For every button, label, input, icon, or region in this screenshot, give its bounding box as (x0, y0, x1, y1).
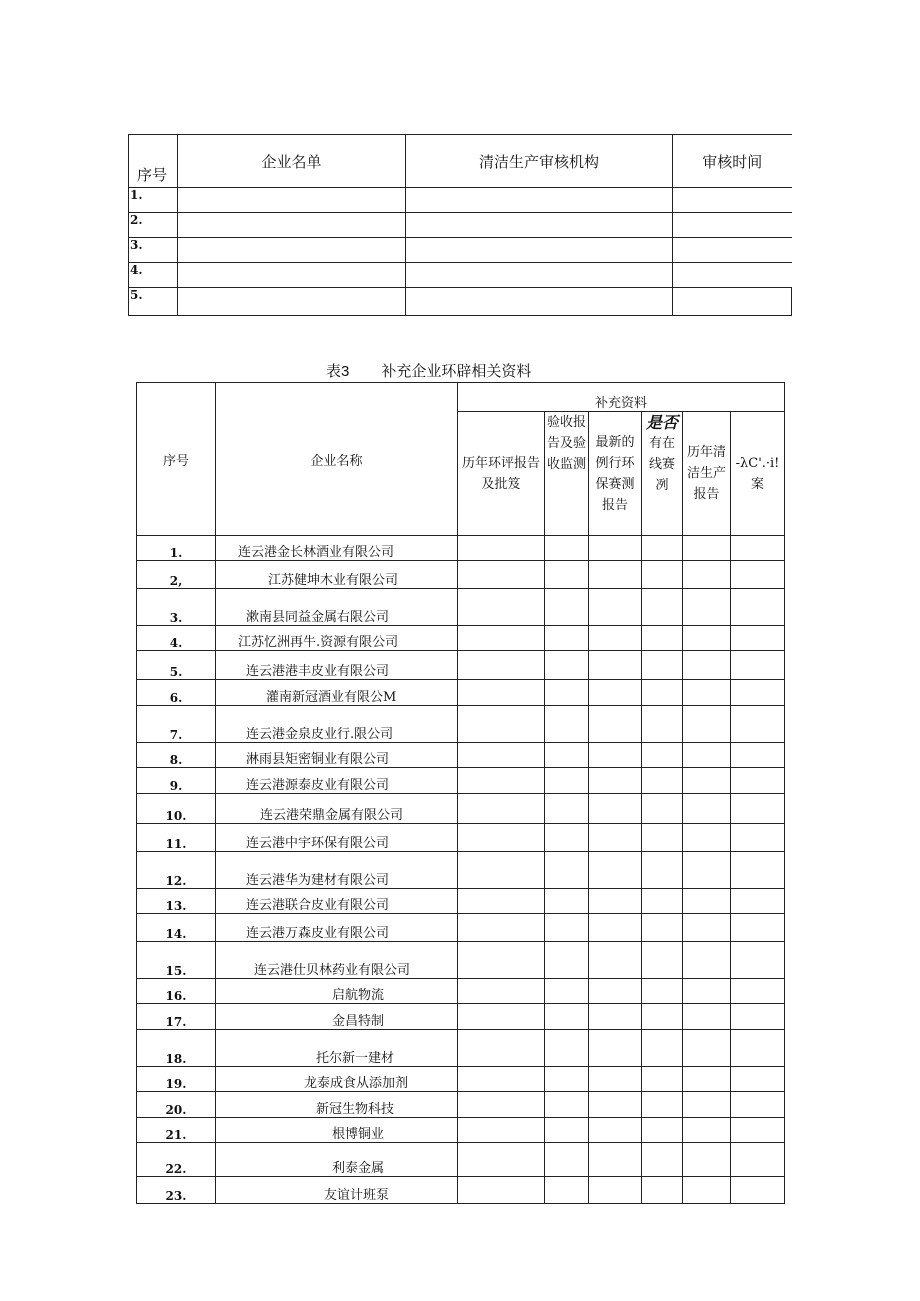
table-row (137, 743, 785, 768)
sub-header-line: 历年环评报告 (461, 455, 540, 471)
company-name: 根博铜业 (216, 1118, 458, 1143)
company-name: 利泰金属 (216, 1143, 458, 1177)
sub-header-2 (545, 412, 589, 536)
row-number: 17. (137, 1004, 216, 1030)
company-name: 漱南县同益金属右限公司 (216, 589, 458, 626)
empty-cell (642, 768, 683, 794)
empty-cell (589, 680, 642, 706)
empty-cell (731, 651, 785, 680)
row-number: 16. (137, 979, 216, 1004)
sub-header-4 (642, 412, 683, 536)
empty-cell (545, 1067, 589, 1092)
empty-cell (731, 589, 785, 626)
empty-cell (683, 706, 731, 743)
empty-cell (642, 1177, 683, 1204)
empty-cell (642, 651, 683, 680)
empty-cell (642, 794, 683, 824)
table-row (137, 824, 785, 852)
company-name: 连云港港丰皮业有限公司 (216, 651, 458, 680)
row-number: 3. (129, 238, 178, 263)
empty-cell (642, 1143, 683, 1177)
empty-cell (642, 979, 683, 1004)
row-number: 13. (137, 889, 216, 914)
empty-cell (642, 561, 683, 589)
empty-cell (589, 824, 642, 852)
empty-cell (545, 1004, 589, 1030)
supplement-table (136, 382, 785, 1204)
table-row (137, 1092, 785, 1118)
table-row (129, 288, 792, 316)
empty-cell (731, 680, 785, 706)
header-supplement-group: 补充资料 (458, 383, 785, 412)
empty-cell (545, 1143, 589, 1177)
empty-cell (589, 1143, 642, 1177)
empty-cell (589, 536, 642, 561)
audit-table (128, 134, 792, 316)
empty-cell (589, 706, 642, 743)
empty-cell (642, 852, 683, 889)
sub-header-line: 是否 (645, 413, 678, 432)
empty-cell (683, 889, 731, 914)
empty-cell (683, 768, 731, 794)
header-seq: 序号 (129, 135, 178, 188)
company-name: 江苏健坤木业有限公司 (216, 561, 458, 589)
empty-cell (458, 561, 545, 589)
table-row (137, 1030, 785, 1067)
table-row (137, 1004, 785, 1030)
sub-header-1 (458, 412, 545, 536)
empty-cell (545, 1092, 589, 1118)
table-row (137, 1118, 785, 1143)
sub-header-line: 例行环 (595, 455, 635, 471)
empty-cell (642, 743, 683, 768)
row-number: 19. (137, 1067, 216, 1092)
empty-cell (589, 979, 642, 1004)
empty-cell (642, 914, 683, 942)
company-name: 连云港万森皮业有限公司 (216, 914, 458, 942)
row-number: 5. (137, 651, 216, 680)
table-row (137, 1143, 785, 1177)
empty-cell (545, 889, 589, 914)
empty-cell (589, 889, 642, 914)
table-caption (326, 360, 531, 381)
row-number: 8. (137, 743, 216, 768)
company-name: 淋雨县矩密铜业有限公司 (216, 743, 458, 768)
empty-cell (683, 794, 731, 824)
empty-cell (683, 651, 731, 680)
empty-cell (458, 1030, 545, 1067)
empty-cell (545, 914, 589, 942)
header-company-name: 企业名称 (216, 383, 458, 536)
caption-title: 补充企业环辟相关资料 (381, 363, 532, 380)
empty-cell (642, 1092, 683, 1118)
empty-cell (589, 589, 642, 626)
row-number: 5. (129, 288, 178, 316)
empty-cell (589, 651, 642, 680)
empty-cell (642, 1030, 683, 1067)
caption-label: 表3 (326, 363, 350, 380)
table-row (129, 213, 792, 238)
empty-cell (545, 979, 589, 1004)
company-name: 龙泰成食从添加剂 (216, 1067, 458, 1092)
empty-cell (458, 1004, 545, 1030)
table-row (137, 651, 785, 680)
empty-cell (545, 794, 589, 824)
company-name: 连云港中宇环保有限公司 (216, 824, 458, 852)
row-number: 10. (137, 794, 216, 824)
sub-header-line: 验收报 (547, 415, 587, 430)
table-row (137, 1067, 785, 1092)
sub-header-3 (589, 412, 642, 536)
empty-cell (731, 979, 785, 1004)
row-number: 4. (137, 626, 216, 651)
empty-cell (458, 626, 545, 651)
sub-header-line: 收监测 (547, 457, 587, 472)
company-name: 灌南新冠酒业有限公M (216, 680, 458, 706)
empty-cell (545, 1030, 589, 1067)
empty-cell (545, 852, 589, 889)
empty-cell (642, 626, 683, 651)
company-name: 连云港金泉皮业行.限公司 (216, 706, 458, 743)
empty-cell (589, 1067, 642, 1092)
company-name: 连云港联合皮业有限公司 (216, 889, 458, 914)
empty-cell (589, 626, 642, 651)
empty-cell (458, 942, 545, 979)
empty-cell (589, 743, 642, 768)
empty-cell (545, 1118, 589, 1143)
row-number: 18. (137, 1030, 216, 1067)
empty-cell (683, 1092, 731, 1118)
empty-cell (683, 561, 731, 589)
company-name: 金昌特制 (216, 1004, 458, 1030)
sub-header-line: 及批笈 (481, 476, 521, 492)
empty-cell (683, 1067, 731, 1092)
empty-cell (731, 794, 785, 824)
table-row (137, 768, 785, 794)
empty-cell (683, 914, 731, 942)
sub-header-line: 洁生产 (686, 466, 726, 481)
company-name: 新冠生物科技 (216, 1092, 458, 1118)
empty-cell (589, 914, 642, 942)
company-name: 连云港仕贝林药业有限公司 (216, 942, 458, 979)
table-row (137, 1177, 785, 1204)
row-number: 4. (129, 263, 178, 288)
company-name: 连云港源泰皮业有限公司 (216, 768, 458, 794)
empty-cell (731, 536, 785, 561)
row-number: 2, (137, 561, 216, 589)
sub-header-5 (683, 412, 731, 536)
sub-header-line: -λC'.·i! (735, 455, 780, 471)
row-number: 11. (137, 824, 216, 852)
empty-cell (731, 706, 785, 743)
empty-cell (545, 589, 589, 626)
sub-header-line: 冽 (655, 478, 669, 493)
table-row (137, 536, 785, 561)
empty-cell (545, 680, 589, 706)
sub-header-line: 最新的 (595, 434, 635, 450)
empty-cell (458, 889, 545, 914)
empty-cell (731, 1143, 785, 1177)
empty-cell (458, 979, 545, 1004)
empty-cell (642, 889, 683, 914)
empty-cell (545, 942, 589, 979)
sub-header-line: 保赛测 (595, 476, 635, 492)
sub-header-line: 告及验 (547, 436, 587, 451)
empty-cell (458, 1118, 545, 1143)
sub-header-line: 报告 (601, 497, 628, 513)
empty-cell (545, 561, 589, 589)
sub-header-line: 有在 (648, 436, 675, 451)
table-row (137, 794, 785, 824)
empty-cell (731, 942, 785, 979)
table-row (137, 561, 785, 589)
empty-cell (731, 626, 785, 651)
table-row (137, 852, 785, 889)
empty-cell (731, 1177, 785, 1204)
supplement-table-body (137, 536, 785, 1204)
empty-cell (642, 706, 683, 743)
empty-cell (642, 1067, 683, 1092)
sub-header-line: 报告 (693, 487, 720, 502)
row-number: 15. (137, 942, 216, 979)
empty-cell (589, 1118, 642, 1143)
empty-cell (458, 651, 545, 680)
empty-cell (683, 1118, 731, 1143)
table-row (137, 914, 785, 942)
empty-cell (683, 1004, 731, 1030)
empty-cell (545, 768, 589, 794)
table-row (129, 238, 792, 263)
empty-cell (589, 1030, 642, 1067)
empty-cell (545, 1177, 589, 1204)
empty-cell (458, 1067, 545, 1092)
empty-cell (642, 824, 683, 852)
sub-header-line: 历年清 (686, 445, 726, 460)
empty-cell (458, 1143, 545, 1177)
sub-header-line: 线赛 (648, 457, 675, 472)
header-audit-time: 审核时间 (673, 135, 792, 188)
empty-cell (589, 561, 642, 589)
empty-cell (545, 706, 589, 743)
empty-cell (731, 743, 785, 768)
empty-cell (589, 1092, 642, 1118)
company-name: 友谊计班泵 (216, 1177, 458, 1204)
table-row (129, 188, 792, 213)
row-number: 23. (137, 1177, 216, 1204)
row-number: 3. (137, 589, 216, 626)
row-number: 12. (137, 852, 216, 889)
empty-cell (731, 889, 785, 914)
company-name: 连云港华为建材有限公司 (216, 852, 458, 889)
empty-cell (683, 1143, 731, 1177)
empty-cell (731, 561, 785, 589)
row-number: 2. (129, 213, 178, 238)
table-row (137, 680, 785, 706)
sub-header-line: 案 (751, 476, 765, 492)
company-name: 连云港荣鼎金属有限公司 (216, 794, 458, 824)
table-row (137, 889, 785, 914)
empty-cell (458, 914, 545, 942)
empty-cell (458, 536, 545, 561)
empty-cell (545, 651, 589, 680)
row-number: 1. (137, 536, 216, 561)
empty-cell (589, 768, 642, 794)
table-row (137, 942, 785, 979)
empty-cell (683, 824, 731, 852)
empty-cell (642, 942, 683, 979)
empty-cell (731, 824, 785, 852)
empty-cell (731, 1067, 785, 1092)
empty-cell (731, 914, 785, 942)
empty-cell (683, 979, 731, 1004)
table-row (137, 626, 785, 651)
row-number: 7. (137, 706, 216, 743)
row-number: 6. (137, 680, 216, 706)
empty-cell (731, 1118, 785, 1143)
table-row (129, 263, 792, 288)
empty-cell (458, 743, 545, 768)
row-number: 1. (129, 188, 178, 213)
row-number: 22. (137, 1143, 216, 1177)
empty-cell (589, 852, 642, 889)
empty-cell (589, 1004, 642, 1030)
company-name: 连云港金长林酒业有限公司 (216, 536, 458, 561)
empty-cell (545, 626, 589, 651)
empty-cell (642, 680, 683, 706)
empty-cell (458, 794, 545, 824)
empty-cell (458, 1092, 545, 1118)
empty-cell (589, 942, 642, 979)
table-row (137, 589, 785, 626)
empty-cell (683, 852, 731, 889)
empty-cell (642, 1004, 683, 1030)
audit-table-header (129, 135, 792, 188)
empty-cell (731, 1092, 785, 1118)
company-name: 启航物流 (216, 979, 458, 1004)
supplement-header-row-1 (137, 383, 785, 412)
empty-cell (683, 1177, 731, 1204)
empty-cell (545, 743, 589, 768)
empty-cell (545, 536, 589, 561)
empty-cell (642, 589, 683, 626)
empty-cell (545, 824, 589, 852)
header-seq: 序号 (137, 383, 216, 536)
row-number: 9. (137, 768, 216, 794)
empty-cell (642, 1118, 683, 1143)
empty-cell (458, 706, 545, 743)
header-audit-agency: 清洁生产审核机构 (406, 135, 673, 188)
table-row (137, 979, 785, 1004)
empty-cell (458, 1177, 545, 1204)
company-name: 江苏忆洲再牛.资源有限公司 (216, 626, 458, 651)
empty-cell (458, 680, 545, 706)
sub-header-6 (731, 412, 785, 536)
header-company-list: 企业名单 (178, 135, 406, 188)
empty-cell (458, 768, 545, 794)
empty-cell (683, 626, 731, 651)
empty-cell (683, 680, 731, 706)
table-row (137, 706, 785, 743)
empty-cell (458, 589, 545, 626)
empty-cell (589, 794, 642, 824)
empty-cell (683, 589, 731, 626)
empty-cell (731, 852, 785, 889)
row-number: 14. (137, 914, 216, 942)
empty-cell (642, 536, 683, 561)
empty-cell (683, 743, 731, 768)
empty-cell (683, 1030, 731, 1067)
row-number: 20. (137, 1092, 216, 1118)
empty-cell (683, 536, 731, 561)
empty-cell (731, 768, 785, 794)
empty-cell (458, 852, 545, 889)
empty-cell (683, 942, 731, 979)
empty-cell (458, 824, 545, 852)
empty-cell (731, 1030, 785, 1067)
empty-cell (589, 1177, 642, 1204)
company-name: 托尔新一建材 (216, 1030, 458, 1067)
empty-cell (731, 1004, 785, 1030)
row-number: 21. (137, 1118, 216, 1143)
